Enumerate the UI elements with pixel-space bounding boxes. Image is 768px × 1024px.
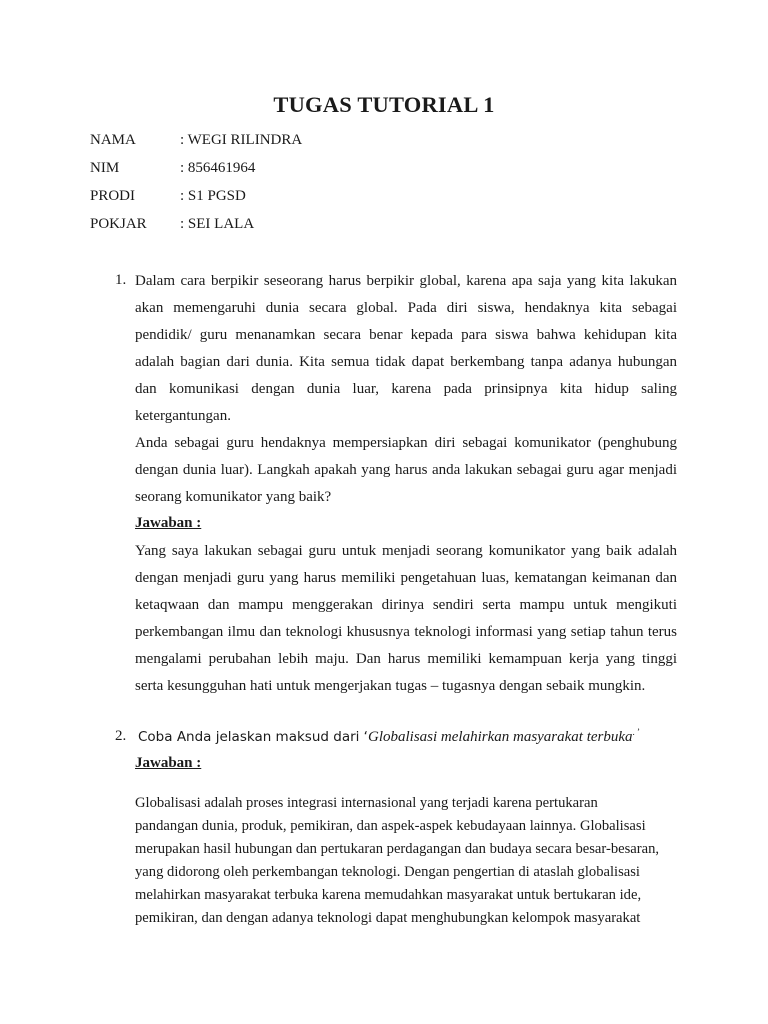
question-1-line: Dalam cara berpikir seseorang harus berpikir global, karena apa saja yang kita lakukan (135, 273, 677, 289)
answer-2-label: Jawaban : (135, 755, 202, 771)
answer-1-line: serta kesungguhan hati untuk mengerjakan tugas – tugasnya dengan sebaik mungkin. (135, 678, 646, 694)
question-1-line: dan komunikasi dengan dunia luar, karena pada prinsipnya kita hidup saling (135, 381, 677, 397)
answer-1-line: Yang saya lakukan sebagai guru untuk menjadi seorang komunikator yang baik adalah (135, 543, 677, 559)
question-1-line: seorang komunikator yang baik? (135, 489, 332, 505)
identity-label: NIM (90, 160, 120, 176)
question-2-text (138, 727, 640, 746)
answer-2-line: melahirkan masyarakat terbuka karena memudahkan masyarakat untuk bertukaran ide, (135, 887, 642, 903)
identity-label: PRODI (90, 188, 136, 204)
identity-label: NAMA (90, 132, 136, 148)
answer-2-line: merupakan hasil hubungan dan pertukaran perdagangan dan budaya secara besar-besaran, (135, 841, 660, 857)
question-2-prefix: Coba Anda jelaskan maksud dari ‘ (138, 729, 368, 745)
answer-1-label: Jawaban : (135, 515, 202, 531)
question-2-number: 2. (115, 728, 127, 744)
question-1-number: 1. (115, 272, 127, 288)
question-2-quote: Globalisasi melahirkan masyarakat terbuka (367, 729, 633, 745)
answer-2-line: pemikiran, dan dengan adanya teknologi dapat menghubungkan kelompok masyarakat (135, 910, 641, 926)
answer-2-line: pandangan dunia, produk, pemikiran, dan aspek-aspek kebudayaan lainnya. Globalisasi (135, 818, 646, 834)
document-title: TUGAS TUTORIAL 1 (273, 92, 495, 117)
answer-1-line: dengan menjadi guru yang harus memiliki pengetahuan luas, kematangan keimanan dan (135, 570, 677, 586)
identity-label: POKJAR (90, 216, 147, 232)
identity-value: : S1 PGSD (180, 188, 246, 204)
question-1-line: Anda sebagai guru hendaknya mempersiapkan diri sebagai komunikator (penghubung (135, 435, 677, 451)
answer-1-line: perkembangan ilmu dan teknologi khususnya teknologi informasi yang setiap tahun terus (135, 624, 677, 640)
answer-1-line: ketaqwaan dan mampu menggerakan dirinya sendiri serta mampu untuk mengikuti (135, 597, 677, 613)
identity-value: : 856461964 (180, 160, 256, 176)
question-1-line: akan memengaruhi dunia secara global. Pada diri siswa, hendaknya kita sebagai (135, 300, 677, 316)
answer-2-body (135, 792, 685, 930)
question-1-line: adalah bagian dari dunia. Kita semua tidak dapat berkembang tanpa adanya hubungan (135, 354, 677, 370)
answer-1-line: mengalami perubahan lebih maju. Dan harus memiliki kemampuan kerja yang tinggi (135, 651, 677, 667)
answer-2-line: yang didorong oleh perkembangan teknologi. Dengan pengertian di ataslah globalisasi (135, 864, 640, 880)
question-1-line: dengan dunia luar). Langkah apakah yang harus anda lakukan sebagai guru agar menjadi (135, 462, 677, 478)
answer-2-line: Globalisasi adalah proses integrasi internasional yang terjadi karena pertukaran (135, 795, 598, 811)
question-1-line: pendidik/ guru menanamkan secara benar kepada para siswa bahwa kehidupan kita (135, 327, 677, 343)
question-1-line: ketergantungan. (135, 408, 231, 424)
identity-value: : WEGI RILINDRA (180, 132, 303, 148)
question-2-suffix: . ’ (632, 727, 641, 737)
identity-value: : SEI LALA (180, 216, 255, 232)
